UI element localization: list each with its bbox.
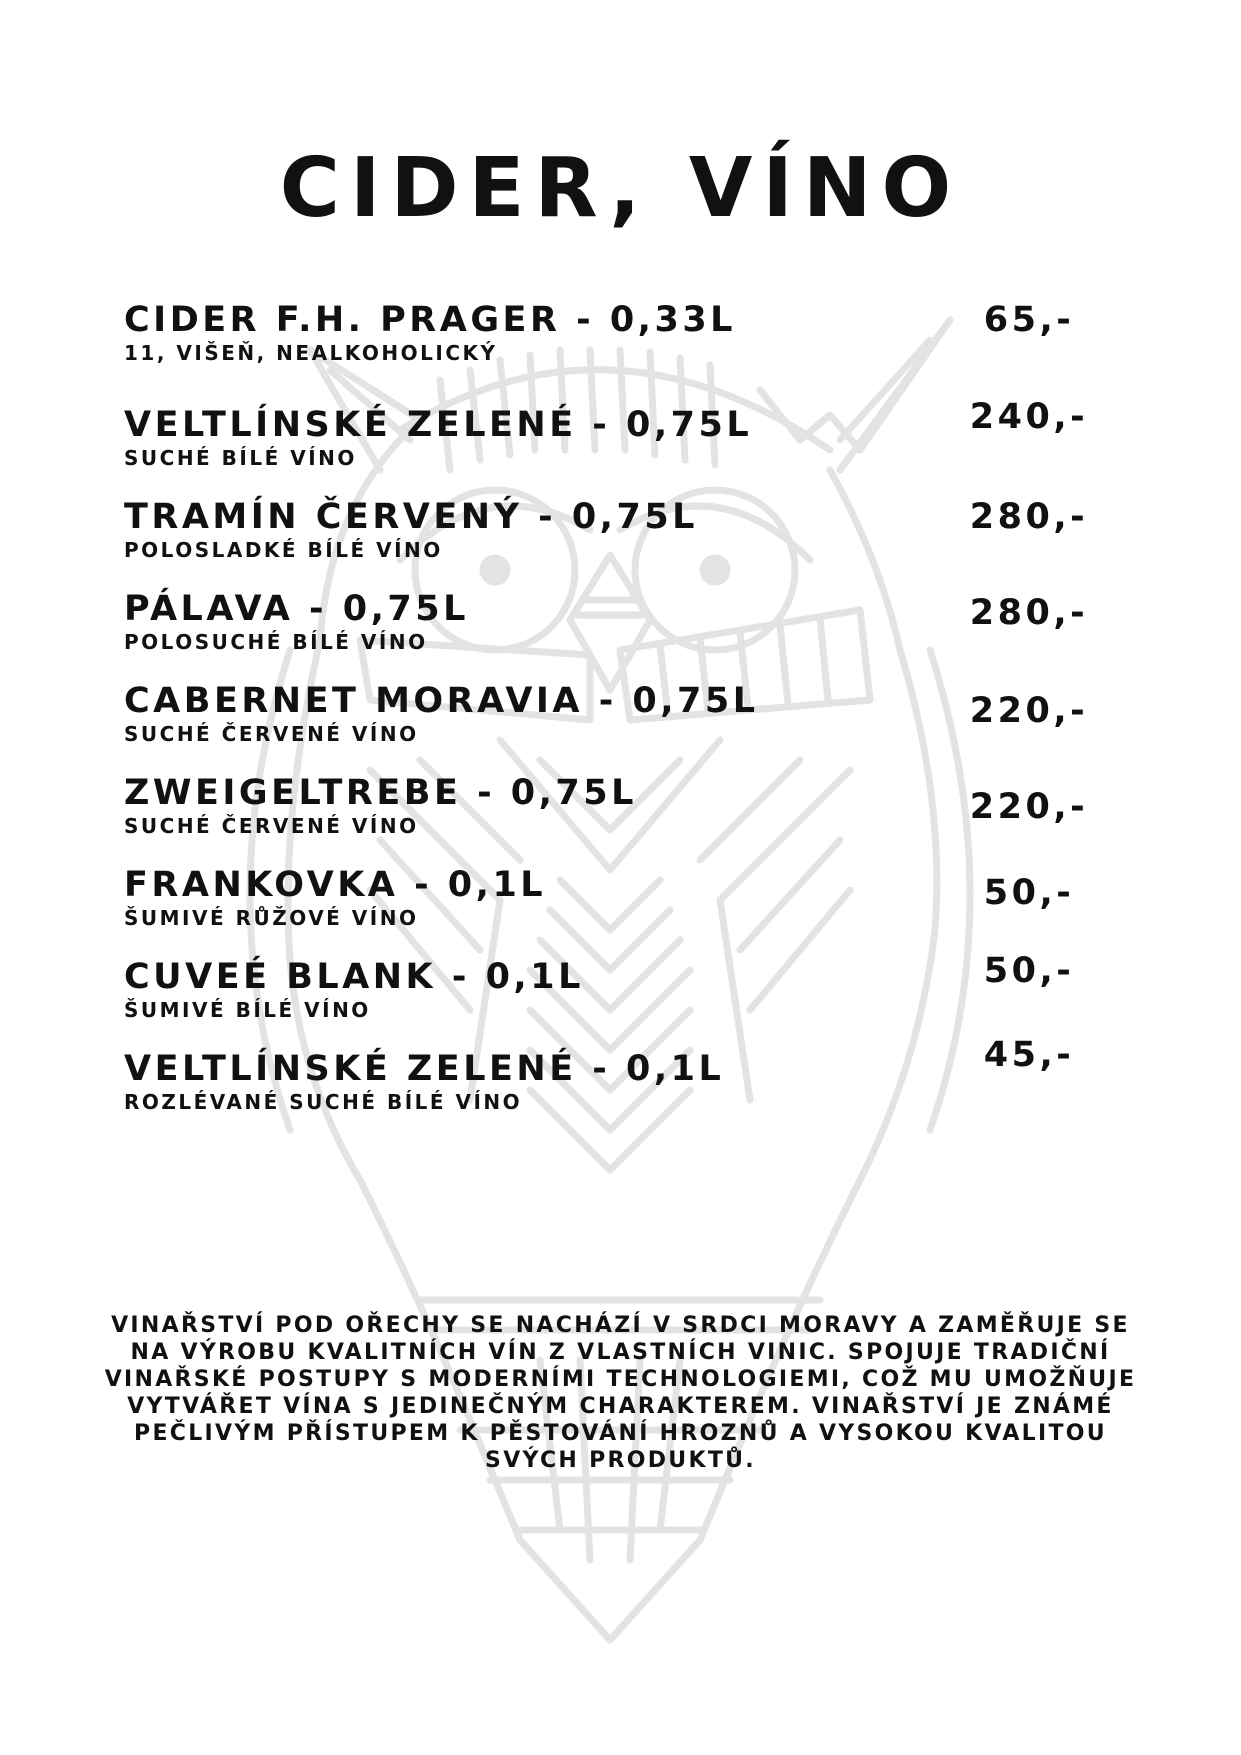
item-price: 220,- bbox=[969, 787, 1089, 827]
menu-item-cuvee-blank bbox=[124, 951, 1124, 1040]
item-name: VELTLÍNSKÉ ZELENÉ - 0,1L bbox=[124, 1049, 725, 1089]
item-description: SUCHÉ ČERVENÉ VÍNO bbox=[124, 814, 419, 838]
menu-item-cabernet bbox=[124, 681, 1124, 764]
item-price: 65,- bbox=[983, 300, 1075, 340]
item-description: ROZLÉVANÉ SUCHÉ BÍLÉ VÍNO bbox=[124, 1090, 523, 1114]
item-price: 280,- bbox=[969, 593, 1089, 633]
item-description: ŠUMIVÉ RŮŽOVÉ VÍNO bbox=[124, 906, 419, 930]
item-name: CUVEÉ BLANK - 0,1L bbox=[124, 957, 584, 997]
item-name: FRANKOVKA - 0,1L bbox=[124, 865, 547, 905]
item-description: SUCHÉ ČERVENÉ VÍNO bbox=[124, 722, 419, 746]
item-name: VELTLÍNSKÉ ZELENÉ - 0,75L bbox=[124, 405, 753, 445]
winery-description: VINAŘSTVÍ POD OŘECHY SE NACHÁZÍ V SRDCI MORAVY A ZAMĚŘUJE SE NA VÝROBU KVALITNÍCH VÍN Z VLASTNÍCH VINIC. SPOJUJE TRADIČNÍ VINAŘSKÉ POSTUPY S MODERNÍMI TECHNOLOGIEMI, COŽ MU UMOŽŇUJE VYTVÁŘET VÍNA S JEDINEČNÝM CHARAKTEREM. VINAŘSTVÍ JE ZNÁMÉ PEČLIVÝM PŘÍSTUPEM K PĚSTOVÁNÍ HROZNŮ A VYSOKOU KVALITOU SVÝCH PRODUKTŮ. bbox=[104, 1313, 1137, 1473]
menu-item-palava bbox=[124, 589, 1124, 672]
menu-item-veltlinske-01 bbox=[124, 1035, 1124, 1132]
item-price: 50,- bbox=[983, 873, 1075, 913]
item-price: 220,- bbox=[969, 691, 1089, 731]
item-name: TRAMÍN ČERVENÝ - 0,75L bbox=[124, 497, 698, 537]
menu-item-veltlinske-075 bbox=[124, 397, 1124, 488]
item-description: 11, VIŠEŇ, NEALKOHOLICKÝ bbox=[124, 341, 498, 365]
item-price: 280,- bbox=[969, 497, 1089, 537]
menu-item-tramin bbox=[124, 497, 1124, 580]
item-price: 50,- bbox=[983, 951, 1075, 991]
item-name: ZWEIGELTREBE - 0,75L bbox=[124, 773, 637, 813]
menu-item-cider-prager bbox=[124, 300, 1124, 383]
item-description: POLOSLADKÉ BÍLÉ VÍNO bbox=[124, 538, 443, 562]
item-name: PÁLAVA - 0,75L bbox=[124, 589, 469, 629]
item-description: SUCHÉ BÍLÉ VÍNO bbox=[124, 446, 357, 470]
menu-item-zweigeltrebe bbox=[124, 773, 1124, 856]
item-name: CABERNET MORAVIA - 0,75L bbox=[124, 681, 759, 721]
menu-item-frankovka bbox=[124, 865, 1124, 948]
item-description: ŠUMIVÉ BÍLÉ VÍNO bbox=[124, 998, 371, 1022]
item-description: POLOSUCHÉ BÍLÉ VÍNO bbox=[124, 630, 428, 654]
item-name: CIDER F.H. PRAGER - 0,33L bbox=[124, 300, 736, 340]
page-title: CIDER, VÍNO bbox=[279, 141, 962, 236]
item-price: 240,- bbox=[969, 397, 1089, 437]
item-price: 45,- bbox=[983, 1035, 1075, 1075]
